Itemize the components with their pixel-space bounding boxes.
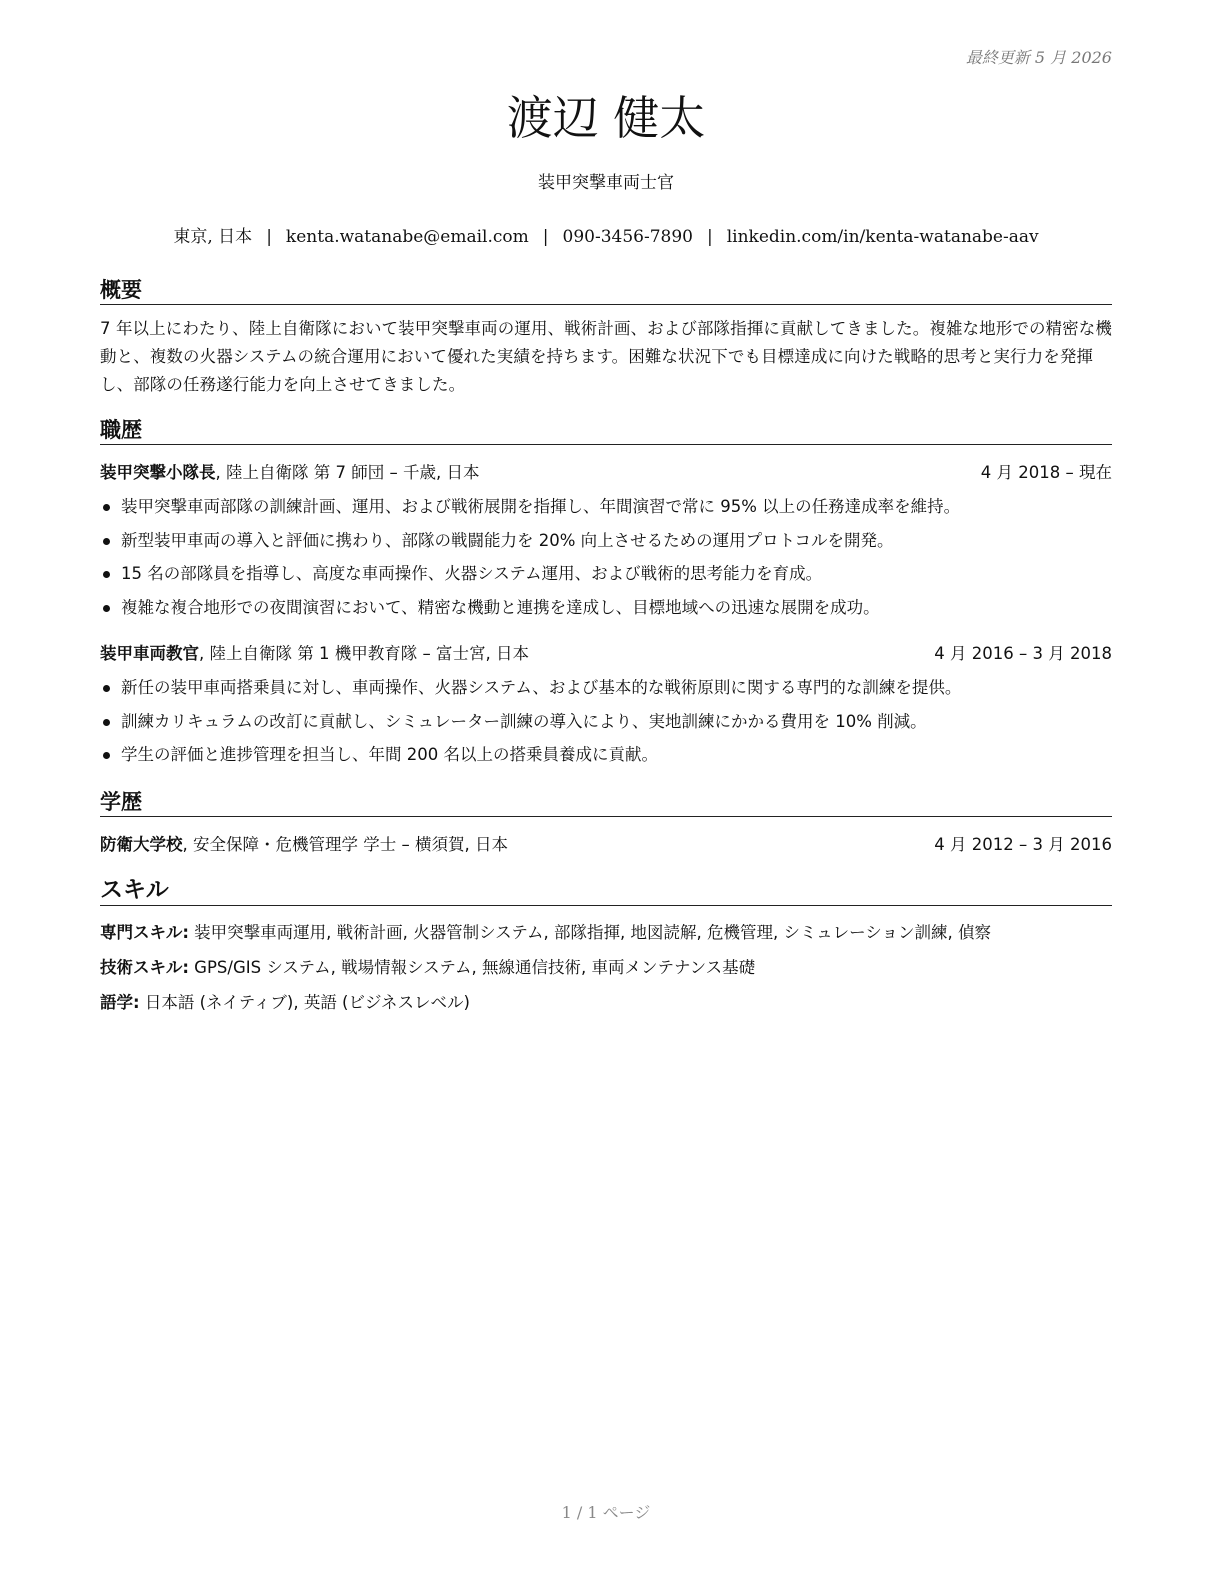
candidate-title: 装甲突撃車両士官 [538,173,674,193]
job-bullet: 訓練カリキュラムの改訂に貢献し、シミュレーター訓練の導入により、実地訓練にかかる費用を 10% 削減。 [100,705,1112,739]
contact-separator: | [266,227,272,247]
section-heading-skills: スキル [100,875,1112,906]
job-org: , 陸上自衛隊 第 1 機甲教育隊 – 富士宮, 日本 [199,644,529,663]
job-bullet: 15 名の部隊員を指導し、高度な車両操作、火器システム運用、および戦術的思考能力を育成。 [100,557,1112,591]
candidate-name: 渡辺 健太 [506,91,706,145]
contact-linkedin[interactable]: linkedin.com/in/kenta-watanabe-aav [726,227,1039,247]
contact-location: 東京, 日本 [173,227,253,247]
job-entry [100,459,1112,624]
job-header [100,640,1112,668]
skill-row [100,990,1112,1016]
section-heading-education: 学歴 [100,788,1112,817]
page-number: 1 / 1 ページ [561,1503,651,1522]
job-bullets [100,671,1112,772]
skill-value: 装甲突撃車両運用, 戦術計画, 火器管制システム, 部隊指揮, 地図読解, 危機管理, シミュレーション訓練, 偵察 [188,923,991,942]
job-role: 装甲突撃小隊長 [100,463,216,482]
job-bullets [100,490,1112,624]
education-entry [100,831,1112,859]
contact-email[interactable]: kenta.watanabe@email.com [285,227,529,247]
education-school: 防衛大学校 [100,835,183,854]
resume-page [100,0,1112,1584]
education-detail: , 安全保障・危機管理学 学士 – 横須賀, 日本 [182,835,508,854]
job-bullet: 装甲突撃車両部隊の訓練計画、運用、および戦術展開を指揮し、年間演習で常に 95% 以上の任務達成率を維持。 [100,490,1112,524]
contact-line [100,224,1112,250]
summary-text: 7 年以上にわたり、陸上自衛隊において装甲突撃車両の運用、戦術計画、および部隊指揮に貢献してきました。複雑な地形での精密な機動と、複数の火器システムの統合運用において優れた実績を持ちます。困難な状況下でも目標達成に向けた戦略的思考と実行力を発揮し、部隊の任務遂行能力を向上させてきました。 [100,319,1112,394]
skill-label: 語学: [100,993,140,1012]
education-section [100,788,1112,859]
skill-label: 専門スキル: [100,923,189,942]
contact-separator: | [706,227,713,247]
summary-section [100,276,1112,399]
job-bullet: 学生の評価と進捗管理を担当し、年間 200 名以上の搭乗員養成に貢献。 [100,738,1112,772]
job-date: 4 月 2018 – 現在 [980,463,1112,482]
job-entry [100,640,1112,772]
contact-separator: | [542,227,549,247]
skills-list [100,920,1112,1016]
skill-row [100,955,1112,981]
skill-value: GPS/GIS システム, 戦場情報システム, 無線通信技術, 車両メンテナンス基礎 [188,958,756,977]
education-date: 4 月 2012 – 3 月 2016 [934,835,1112,854]
section-heading-experience: 職歴 [100,416,1112,445]
skill-label: 技術スキル: [100,958,189,977]
job-bullet: 新任の装甲車両搭乗員に対し、車両操作、火器システム、および基本的な戦術原則に関する専門的な訓練を提供。 [100,671,1112,705]
section-heading-summary: 概要 [100,276,1112,305]
job-bullet: 複雑な複合地形での夜間演習において、精密な機動と連携を達成し、目標地域への迅速な展開を成功。 [100,591,1112,625]
job-bullet: 新型装甲車両の導入と評価に携わり、部隊の戦闘能力を 20% 向上させるための運用プロトコルを開発。 [100,524,1112,558]
job-date: 4 月 2016 – 3 月 2018 [934,644,1112,663]
skill-value: 日本語 (ネイティブ), 英語 (ビジネスレベル) [139,993,470,1012]
job-header [100,459,1112,487]
job-role: 装甲車両教官 [100,644,199,663]
job-org: , 陸上自衛隊 第 7 師団 – 千歳, 日本 [215,463,480,482]
skills-section [100,875,1112,1025]
last-updated: 最終更新 5 月 2026 [965,48,1112,67]
contact-phone[interactable]: 090-3456-7890 [562,227,693,247]
experience-section [100,416,1112,772]
skill-row [100,920,1112,946]
